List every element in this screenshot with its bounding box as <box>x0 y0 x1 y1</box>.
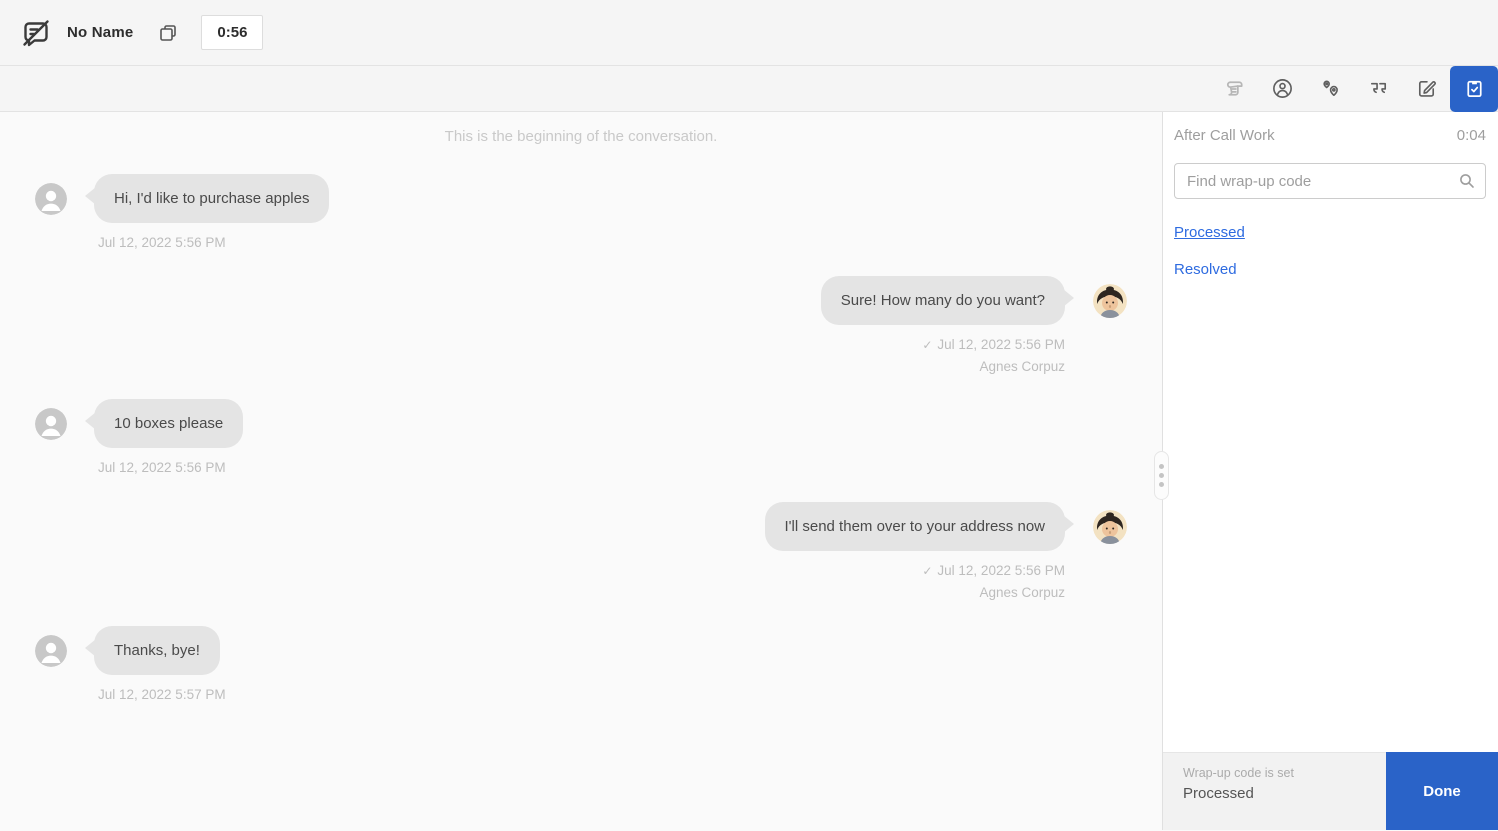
no-name-chat-icon <box>20 17 52 49</box>
search-icon <box>1458 172 1476 195</box>
message-bubble: Sure! How many do you want? <box>821 276 1065 325</box>
message-row-customer <box>35 399 243 475</box>
message-row-agent <box>821 276 1127 374</box>
conversation-start-text: This is the beginning of the conversation. <box>444 128 718 145</box>
message-timestamp: Jul 12, 2022 5:56 PM <box>98 235 226 250</box>
delivered-check-icon: ✓ <box>922 338 933 352</box>
customer-avatar <box>35 408 67 440</box>
wrapup-code-resolved[interactable]: Resolved <box>1174 261 1237 278</box>
message-timestamp <box>922 337 1065 352</box>
wrapup-code-processed[interactable]: Processed <box>1174 224 1245 241</box>
timestamp-text: Jul 12, 2022 5:56 PM <box>937 337 1065 352</box>
agent-avatar <box>1093 284 1127 318</box>
message-row-agent <box>765 502 1128 600</box>
canned-responses-tab[interactable] <box>1354 66 1402 112</box>
wrapup-tab[interactable] <box>1450 66 1498 112</box>
top-bar <box>0 0 1498 66</box>
copy-icon[interactable] <box>157 22 179 44</box>
message-bubble: I'll send them over to your address now <box>765 502 1066 551</box>
customer-avatar <box>35 183 67 215</box>
message-row-customer <box>35 626 226 702</box>
main-row <box>0 112 1498 830</box>
agent-avatar <box>1093 510 1127 544</box>
message-row-customer <box>35 174 329 250</box>
contact-name: No Name <box>67 24 134 41</box>
message-bubble: Hi, I'd like to purchase apples <box>94 174 329 223</box>
journey-tab[interactable] <box>1306 66 1354 112</box>
chat-transcript <box>0 112 1162 830</box>
acw-footer <box>1163 752 1498 830</box>
customer-avatar <box>35 635 67 667</box>
message-timestamp: Jul 12, 2022 5:56 PM <box>98 460 226 475</box>
message-timestamp: Jul 12, 2022 5:57 PM <box>98 687 226 702</box>
after-call-work-panel <box>1162 112 1498 830</box>
wrapup-search-input[interactable] <box>1174 163 1486 199</box>
wrapup-selected-code: Processed <box>1183 785 1254 802</box>
profile-tab[interactable] <box>1258 66 1306 112</box>
wrapup-status <box>1163 752 1386 830</box>
done-button[interactable]: Done <box>1386 752 1498 830</box>
message-bubble: Thanks, bye! <box>94 626 220 675</box>
acw-timer: 0:04 <box>1456 127 1486 144</box>
acw-title: After Call Work <box>1174 127 1275 144</box>
wrapup-status-label: Wrap-up code is set <box>1183 766 1294 780</box>
acw-header <box>1174 127 1486 144</box>
message-sender: Agnes Corpuz <box>979 359 1065 374</box>
interaction-timer: 0:56 <box>201 15 263 50</box>
wrapup-code-list <box>1174 224 1486 278</box>
script-tab[interactable] <box>1210 66 1258 112</box>
panel-resize-handle[interactable] <box>1154 451 1169 500</box>
wrapup-search <box>1174 163 1486 199</box>
message-bubble: 10 boxes please <box>94 399 243 448</box>
message-sender: Agnes Corpuz <box>979 585 1065 600</box>
delivered-check-icon: ✓ <box>922 564 933 578</box>
timestamp-text: Jul 12, 2022 5:56 PM <box>937 563 1065 578</box>
message-timestamp <box>922 563 1065 578</box>
notes-tab[interactable] <box>1402 66 1450 112</box>
interaction-toolbar <box>0 66 1498 112</box>
